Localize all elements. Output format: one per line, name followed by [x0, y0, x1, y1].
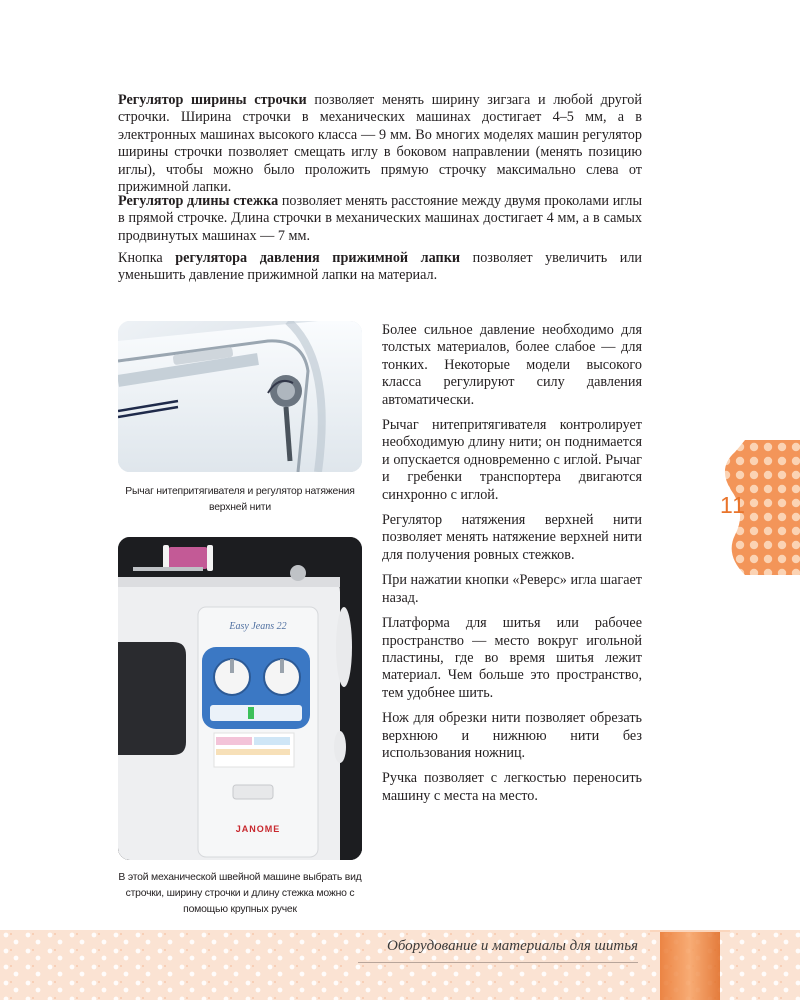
term-presser-pressure: регулятора давления прижимной лапки	[175, 250, 461, 266]
paragraph-pressure: Более сильное давление необходимо для толстых материалов, более слабое — для тонких. Некоторые модели высокого класса регулируют силу давления автоматически.	[382, 322, 642, 408]
paragraph-thread-cutter: Нож для обрезки нити позволяет обрезать верхнюю и нижнюю нити без использования ножниц.	[382, 710, 642, 761]
paragraph-workspace: Платформа для шитья или рабочее пространство — место вокруг игольной пластины, где во время шитья лежит материал. Чем больше это пространство, тем удобнее шить.	[382, 615, 642, 701]
right-column	[382, 322, 642, 813]
paragraph-reverse: При нажатии кнопки «Реверс» игла шагает назад.	[382, 572, 642, 606]
paragraph-text: позволяет увеличить или уменьшить давление прижимной лапки на материал.	[118, 250, 642, 284]
paragraph-tension: Регулятор натяжения верхней нити позволяет менять натяжение верхней нити для получения ровных стежков.	[382, 512, 642, 563]
caption-take-up-lever: Рычаг нитепритягивателя и регулятор натяжения верхней нити	[125, 486, 355, 513]
paragraph-take-up-lever: Рычаг нитепритягивателя контролирует необходимую длину нити; он поднимается и опускается одновременно с иглой. Рычаг и гребенки транспортера двигаются синхронно с иглой.	[382, 417, 642, 503]
footer-rule	[358, 962, 638, 963]
paragraph-presser-pressure	[118, 250, 642, 285]
paragraph-text: позволяет менять расстояние между двумя проколами иглы в прямой строчке. Длина строчки в механических машинах достигает 4 мм, а в самых продвинутых машинах — 7 мм.	[118, 193, 642, 244]
paragraph-handle: Ручка позволяет с легкостью переносить машину с места на место.	[382, 770, 642, 804]
paragraph-stitch-width	[118, 92, 642, 196]
brand-label: JANOME	[235, 824, 281, 834]
photo-sewing-machine	[118, 537, 362, 860]
take-up-lever-illustration	[118, 321, 362, 472]
photo-take-up-lever	[118, 321, 362, 472]
term-stitch-length: Регулятор длины стежка	[118, 193, 279, 209]
caption-sewing-machine: В этой механической швейной машине выбрать вид строчки, ширину строчки и длину стежка можно с помощью крупных ручек	[118, 872, 362, 915]
sewing-machine-illustration	[118, 537, 362, 860]
paragraph-text: позволяет менять ширину зигзага и любой другой строчки. Ширина строчки в механических машинах достигает 4–5 мм, а в электронных машинах высокого класса — 9 мм. Во многих моделях машин регулятор ширины строчки позволяет смещать иглу в боковом направлении (менять позицию иглы), чтобы можно было проложить прямую строчку максимально слева от прижимной лапки.	[118, 92, 642, 196]
paragraph-stitch-length	[118, 193, 642, 245]
term-stitch-width: Регулятор ширины строчки	[118, 92, 307, 108]
paragraph-text: Кнопка	[118, 250, 176, 266]
machine-model-label: Easy Jeans 22	[229, 621, 287, 632]
footer-chapter-title: Оборудование и материалы для шитья	[386, 938, 638, 954]
page-number: 11	[720, 492, 746, 518]
